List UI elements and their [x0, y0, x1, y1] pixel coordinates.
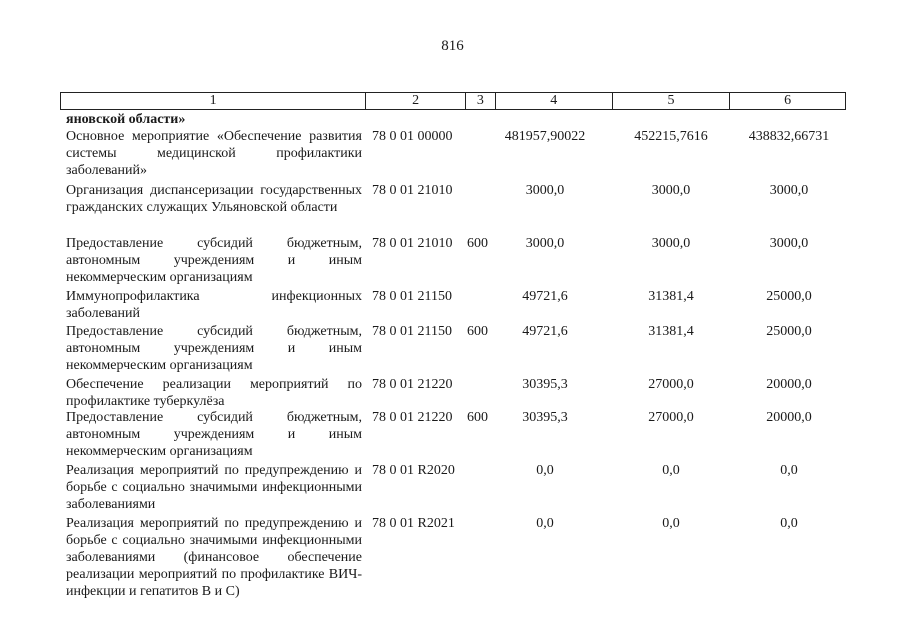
- row-value-5: 3000,0: [651, 183, 691, 198]
- row-value-4: 3000,0: [525, 183, 565, 198]
- row-value-4: 30395,3: [522, 410, 568, 425]
- row-name: Иммунопрофилактика инфекционных заболеваний: [66, 289, 362, 321]
- row-name: Предоставление субсидий бюджетным, автономным учреждениям и иным некоммерческим организациям: [66, 236, 362, 285]
- row-name: Обеспечение реализации мероприятий по профилактике туберкулёза: [66, 377, 362, 409]
- row-name: Организация диспансеризации государственных гражданских служащих Ульяновской области: [66, 183, 362, 215]
- row-value-4: 0,0: [536, 463, 554, 478]
- row-name: Предоставление субсидий бюджетным, автономным учреждениям и иным некоммерческим организациям: [66, 410, 362, 459]
- page-number: 816: [441, 38, 464, 54]
- row-value-6: 25000,0: [766, 289, 812, 304]
- header-col-2: 2: [366, 93, 466, 109]
- table-header: [60, 92, 846, 110]
- header-col-6: 6: [784, 93, 792, 108]
- row-value-5: 0,0: [662, 516, 680, 531]
- row-value-5: 31381,4: [648, 289, 694, 304]
- row-vr: 600: [467, 236, 488, 251]
- row-value-6: 3000,0: [769, 236, 809, 251]
- row-value-4: 30395,3: [522, 377, 568, 392]
- row-code: 78 0 01 21010: [372, 183, 453, 198]
- row-code: 78 0 01 00000: [372, 129, 453, 144]
- row-value-6: 20000,0: [766, 410, 812, 425]
- row-code: 78 0 01 R2021: [372, 516, 455, 531]
- row-value-5: 3000,0: [651, 236, 691, 251]
- row-name: Реализация мероприятий по предупреждению и борьбе с социально значимыми инфекционными заболеваниями (финансовое обеспечение реализации мероприятий по профилактике ВИЧ-инфекции и гепатитов В и С): [66, 516, 362, 599]
- row-vr: 600: [467, 410, 488, 425]
- row-value-4: 0,0: [536, 516, 554, 531]
- row-value-4: 49721,6: [522, 324, 568, 339]
- row-vr: 600: [467, 324, 488, 339]
- header-col-1: 1: [61, 93, 366, 109]
- row-name: яновской области»: [66, 112, 186, 127]
- row-code: 78 0 01 R2020: [372, 463, 455, 478]
- row-value-5: 27000,0: [648, 410, 694, 425]
- row-value-5: 0,0: [662, 463, 680, 478]
- row-value-6: 3000,0: [769, 183, 809, 198]
- row-name: Основное мероприятие «Обеспечение развития системы медицинской профилактики заболеваний»: [66, 129, 362, 178]
- row-code: 78 0 01 21220: [372, 410, 453, 425]
- row-code: 78 0 01 21150: [372, 289, 452, 304]
- row-code: 78 0 01 21010: [372, 236, 453, 251]
- row-value-6: 20000,0: [766, 377, 812, 392]
- row-value-4: 49721,6: [522, 289, 568, 304]
- row-code: 78 0 01 21150: [372, 324, 452, 339]
- header-col-3: 3: [466, 93, 496, 109]
- row-value-4: 3000,0: [525, 236, 565, 251]
- row-value-5: 27000,0: [648, 377, 694, 392]
- row-value-6: 0,0: [780, 463, 798, 478]
- header-col-5: 5: [613, 93, 731, 109]
- row-value-4: 481957,90022: [504, 129, 586, 144]
- row-code: 78 0 01 21220: [372, 377, 453, 392]
- header-col-4: 4: [496, 93, 613, 109]
- row-value-6: 25000,0: [766, 324, 812, 339]
- row-value-5: 31381,4: [648, 324, 694, 339]
- row-value-5: 452215,7616: [634, 129, 708, 144]
- row-name: Предоставление субсидий бюджетным, автономным учреждениям и иным некоммерческим организациям: [66, 324, 362, 373]
- row-value-6: 438832,66731: [748, 129, 830, 144]
- row-name: Реализация мероприятий по предупреждению и борьбе с социально значимыми инфекционными заболеваниями: [66, 463, 362, 512]
- row-value-6: 0,0: [780, 516, 798, 531]
